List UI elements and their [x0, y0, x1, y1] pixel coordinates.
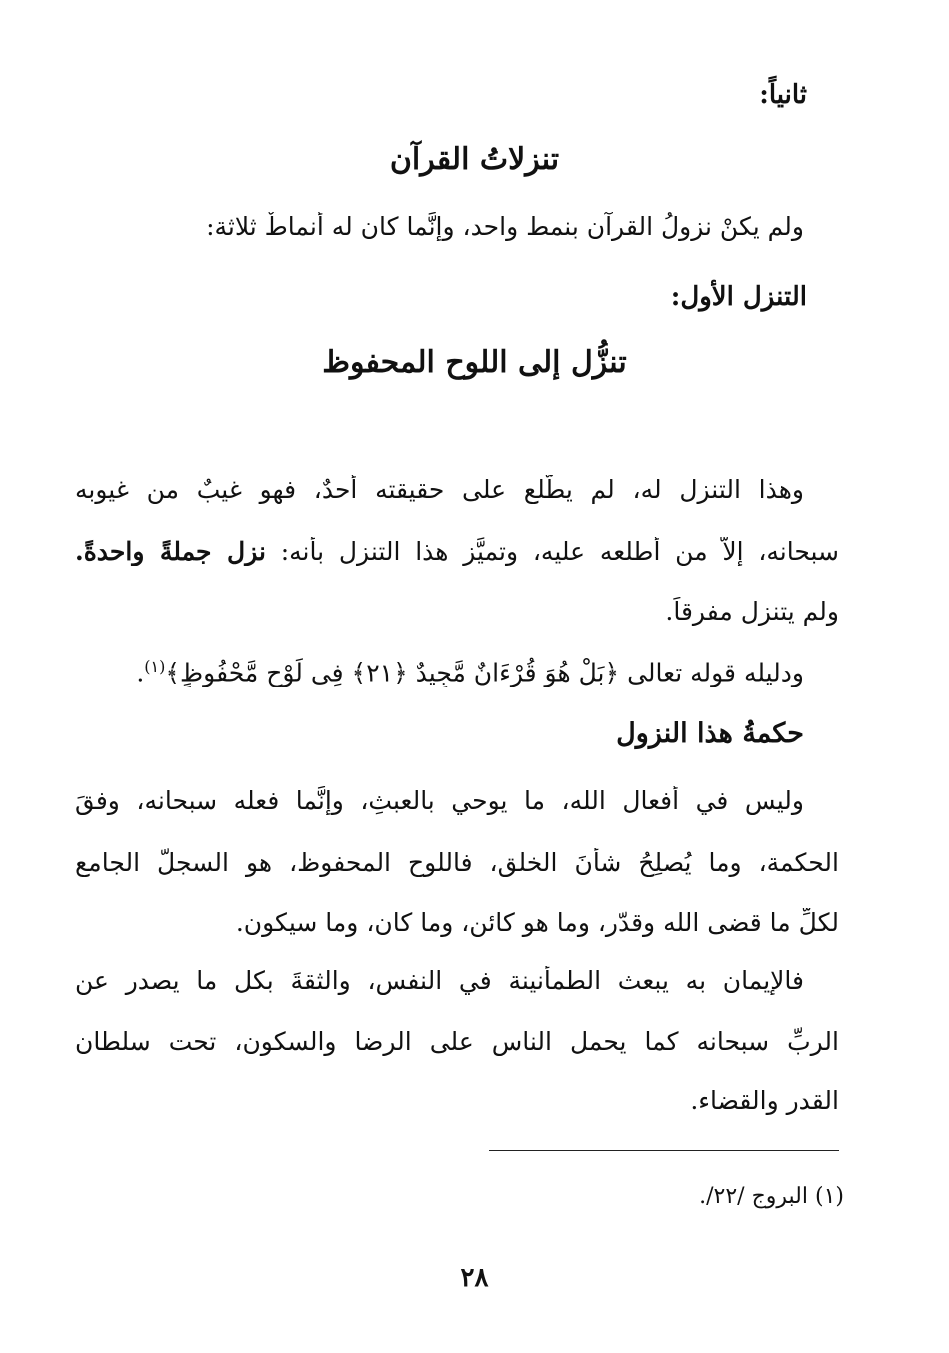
- para1-line3: ولم يتنزل مفرقاً.: [665, 597, 839, 626]
- first-descent-label: التنزل الأول:: [670, 282, 807, 312]
- evidence-text: ودليله قوله تعالى ﴿بَلْ هُوَ قُرْءَانٌ مَّجِيدٌ ﴿٢١﴾ فِى لَوْحٍ مَّحْفُوظٍ﴾: [165, 658, 804, 688]
- para1-line2-bold: نزل جملةً واحدةً.: [75, 537, 266, 566]
- wisdom-subheading: حكمةُ هذا النزول: [616, 718, 804, 749]
- para1-line1: وهذا التنزل له، لم يطَّلع على حقيقته أحدٌ، فهو غيبٌ من غيوبه: [75, 475, 804, 504]
- para2-line2: الحكمة، وما يُصلِحُ شأنَ الخلق، فاللوح المحفوظ، هو السجلُّ الجامع: [75, 848, 839, 877]
- first-descent-heading: تنزُّل إلى اللوح المحفوظ: [322, 345, 627, 380]
- main-heading: تنزلاتُ القرآن: [389, 142, 560, 177]
- intro-line: ولم يكنْ نزولُ القرآن بنمط واحد، وإنَّما كان له أنماطٌ ثلاثة:: [206, 212, 804, 241]
- evidence-end: .: [136, 658, 145, 688]
- para2-line3: لكلِّ ما قضى الله وقدّر، وما هو كائن، وما كان، وما سيكون.: [235, 908, 839, 937]
- para1-line2-text: سبحانه، إلاَّ من أطلعه عليه، وتميَّز هذا التنزل بأنه:: [280, 537, 839, 566]
- footnote-divider: [489, 1150, 839, 1151]
- para3-line2: الربِّ سبحانه كما يحمل الناس على الرضا والسكون، تحت سلطان: [75, 1027, 839, 1056]
- footnote-ref: (١): [144, 657, 166, 676]
- footnote: (١) البروج /٢٢/.: [699, 1184, 844, 1209]
- para3-line3: القدر والقضاء.: [690, 1086, 839, 1115]
- para1-line2: [75, 537, 839, 566]
- evidence-line: [75, 657, 804, 687]
- section-label: ثانياً:: [759, 80, 807, 110]
- para2-line1: وليس في أفعال الله، ما يوحي بالعبثِ، وإنَّما فعله سبحانه، وفقَ: [75, 786, 804, 815]
- page-number: ٢٨: [460, 1263, 489, 1293]
- para3-line1: فالإيمان به يبعث الطمأنينة في النفس، والثقةَ بكل ما يصدر عن: [75, 966, 804, 995]
